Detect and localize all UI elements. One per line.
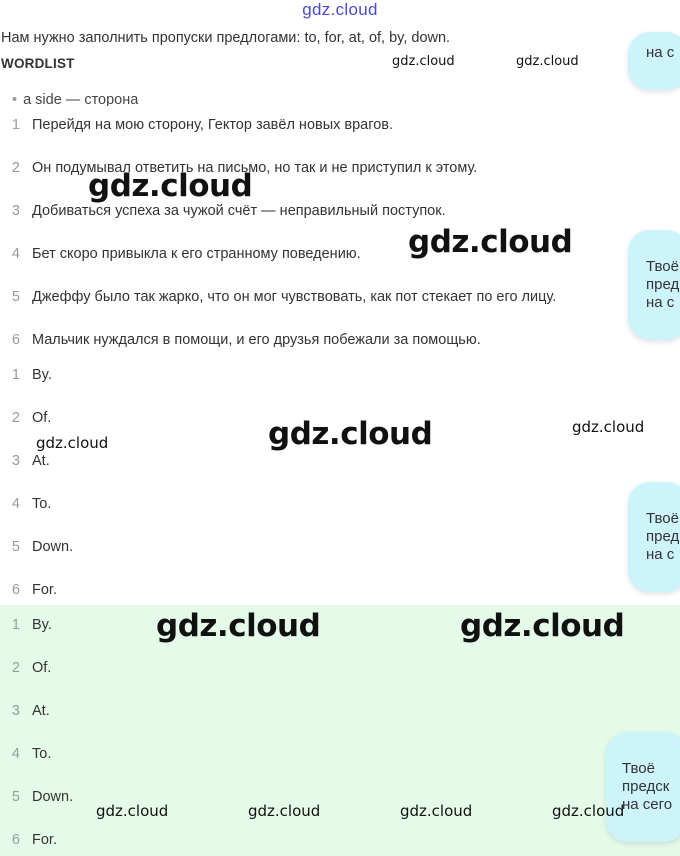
bubble-line: Твоё [646, 258, 679, 275]
promo-bubble[interactable] [628, 482, 680, 592]
row-number: 4 [11, 746, 20, 762]
bubble-line: предск [622, 778, 670, 795]
translation-row [0, 203, 446, 223]
wordlist-entry-text: a side — сторона [23, 92, 139, 106]
translation-text: Добиваться успеха за чужой счёт — неправильный поступок. [32, 203, 446, 219]
watermark: gdz.cloud [36, 434, 109, 452]
promo-bubble[interactable] [628, 230, 680, 340]
watermark: gdz.cloud [96, 802, 169, 820]
translation-row [0, 289, 556, 309]
answer-row [0, 789, 73, 809]
answer-text: At. [32, 703, 50, 719]
answer-text: To. [32, 496, 52, 512]
bubble-line: пред [646, 276, 680, 293]
watermark: gdz.cloud [408, 224, 573, 260]
answer-row [0, 746, 51, 766]
watermark: gdz.cloud [392, 54, 455, 69]
bullet-icon: • [12, 92, 18, 106]
row-number: 2 [11, 660, 20, 676]
bubble-line: Твоё [646, 510, 679, 527]
answer-row [0, 410, 51, 430]
answer-row [0, 539, 73, 559]
answer-text: Of. [32, 410, 52, 426]
row-number: 3 [11, 203, 20, 219]
watermark: gdz.cloud [552, 802, 625, 820]
answer-text: Down. [32, 539, 74, 555]
row-number: 3 [11, 703, 20, 719]
row-number: 2 [11, 160, 20, 176]
watermark: gdz.cloud [516, 54, 579, 69]
row-number: 2 [11, 410, 20, 426]
translation-row [0, 332, 481, 352]
translation-row [0, 246, 361, 266]
row-number: 6 [11, 832, 20, 848]
row-number: 6 [11, 582, 20, 598]
site-watermark-top: gdz.cloud [302, 0, 378, 19]
bubble-line: на сего [622, 796, 673, 813]
answer-text: To. [32, 746, 52, 762]
translation-text: Перейдя на мою сторону, Гектор завёл новых врагов. [32, 117, 394, 133]
watermark: gdz.cloud [268, 416, 433, 452]
task-instruction: Нам нужно заполнить пропуски предлогами: to, for, at, of, by, down. [1, 30, 451, 46]
answer-row [0, 832, 57, 852]
row-number: 5 [11, 539, 20, 555]
answer-text: Of. [32, 660, 52, 676]
row-number: 4 [11, 246, 20, 262]
answer-row [0, 453, 50, 473]
promo-bubble[interactable] [606, 732, 680, 842]
answer-text: For. [32, 832, 57, 848]
row-number: 5 [11, 289, 20, 305]
row-number: 1 [11, 117, 20, 133]
answer-row [0, 703, 50, 723]
answer-row [0, 496, 51, 516]
watermark: gdz.cloud [460, 608, 625, 644]
translation-text: Бет скоро привыкла к его странному поведению. [32, 246, 361, 262]
answer-text: By. [32, 617, 52, 633]
row-number: 6 [11, 332, 20, 348]
bubble-line: пред [646, 528, 680, 545]
promo-bubble[interactable] [628, 32, 680, 90]
wordlist-heading: WORDLIST [1, 56, 75, 71]
answer-text: At. [32, 453, 50, 469]
watermark: gdz.cloud [156, 608, 321, 644]
translation-text: Он подумывал ответить на письмо, но так и не приступил к этому. [32, 160, 478, 176]
row-number: 1 [11, 617, 20, 633]
bubble-line: на с [646, 546, 675, 563]
answer-row [0, 582, 57, 602]
watermark: gdz.cloud [400, 802, 473, 820]
watermark: gdz.cloud [88, 168, 253, 204]
answer-row [0, 367, 52, 387]
wordlist-entry [12, 92, 138, 106]
answer-text: For. [32, 582, 57, 598]
bubble-line: на с [646, 44, 675, 61]
answer-row [0, 660, 51, 680]
bubble-line: на с [646, 294, 675, 311]
row-number: 1 [11, 367, 20, 383]
row-number: 5 [11, 789, 20, 805]
answer-text: By. [32, 367, 52, 383]
watermark: gdz.cloud [572, 418, 645, 436]
watermark: gdz.cloud [248, 802, 321, 820]
row-number: 3 [11, 453, 20, 469]
bubble-line: Твоё [622, 760, 655, 777]
answer-text: Down. [32, 789, 74, 805]
row-number: 4 [11, 496, 20, 512]
translation-row [0, 117, 393, 137]
translation-text: Мальчик нуждался в помощи, и его друзья побежали за помощью. [32, 332, 481, 348]
translation-text: Джеффу было так жарко, что он мог чувствовать, как пот стекает по его лицу. [32, 289, 557, 305]
answer-row [0, 617, 52, 637]
